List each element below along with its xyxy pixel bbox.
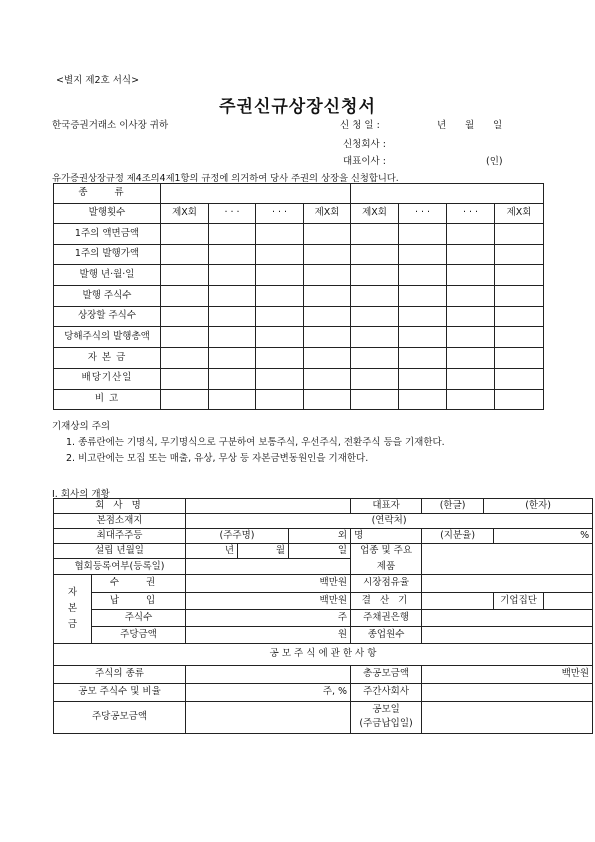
share-row-label: 1주의 발행가액: [54, 244, 161, 265]
share-value-cell[interactable]: [256, 306, 304, 327]
offer-price-field[interactable]: [186, 701, 351, 734]
share-value-cell[interactable]: [256, 327, 304, 348]
share-value-cell[interactable]: [256, 286, 304, 307]
share-value-cell[interactable]: [495, 368, 544, 389]
authorized-field[interactable]: 백만원: [186, 575, 351, 592]
share-row-label: 발행 년·월·일: [54, 265, 161, 286]
share-value-cell[interactable]: [304, 327, 351, 348]
main-bank-label: 주채권은행: [351, 609, 422, 626]
share-value-cell[interactable]: [495, 224, 544, 245]
rep-hanja-field[interactable]: (한자): [484, 499, 593, 514]
share-value-cell[interactable]: [495, 265, 544, 286]
employees-field[interactable]: [422, 627, 593, 644]
underwriter-label: 주간사회사: [351, 684, 422, 701]
seal-mark: (인): [486, 156, 503, 167]
association-label: 협회등록여부(등록일): [54, 559, 186, 575]
share-value-cell[interactable]: [209, 389, 256, 410]
application-statement: 유가증권상장규정 제4조의4제1항의 규정에 의거하여 당사 주권의 상장을 신청합니다.: [52, 173, 399, 184]
kind-cell[interactable]: [351, 184, 544, 204]
share-value-cell[interactable]: [256, 368, 304, 389]
round-dots: · · ·: [399, 204, 447, 224]
authorized-label: 수 권: [92, 575, 186, 592]
offer-shares-field[interactable]: 주, %: [186, 684, 351, 701]
offer-price-label: 주당공모금액: [54, 701, 186, 734]
offer-date-label-line1: 공모일: [372, 704, 400, 716]
market-share-field[interactable]: [422, 575, 593, 592]
share-value-cell[interactable]: [161, 327, 209, 348]
share-value-cell[interactable]: [351, 389, 399, 410]
business-field[interactable]: [422, 544, 593, 575]
market-share-label: 시장점유율: [351, 575, 422, 592]
share-issue-table: [53, 183, 544, 410]
share-value-cell[interactable]: [256, 265, 304, 286]
offer-date-field[interactable]: [422, 701, 593, 734]
share-value-cell[interactable]: [399, 327, 447, 348]
par-value-field[interactable]: 원: [186, 627, 351, 644]
round-first: 제X회: [351, 204, 399, 224]
share-value-cell[interactable]: [399, 265, 447, 286]
share-value-cell[interactable]: [351, 348, 399, 369]
share-value-cell[interactable]: [447, 286, 495, 307]
round-last: 제X회: [495, 204, 544, 224]
stock-type-field[interactable]: [186, 665, 351, 683]
persons-text: 명: [351, 529, 422, 544]
share-value-cell[interactable]: [351, 265, 399, 286]
offering-header: 공 모 주 식 에 관 한 사 항: [54, 644, 593, 666]
share-value-cell[interactable]: [256, 224, 304, 245]
share-value-cell[interactable]: [495, 286, 544, 307]
holder-name-field[interactable]: (주주명): [186, 529, 289, 544]
share-table-row: [54, 389, 544, 410]
share-value-cell[interactable]: [209, 368, 256, 389]
share-row-label: 상장할 주식수: [54, 306, 161, 327]
share-row-label: 1주의 액면금액: [54, 224, 161, 245]
round-dots: · · ·: [209, 204, 256, 224]
share-table-row: [54, 368, 544, 389]
share-row-label: 당해주식의 발행총액: [54, 327, 161, 348]
share-value-cell[interactable]: [447, 306, 495, 327]
share-value-cell[interactable]: [209, 244, 256, 265]
offer-date-label: [351, 701, 422, 734]
company-name-label: 회 사 명: [54, 499, 186, 514]
share-value-cell[interactable]: [399, 224, 447, 245]
share-table-row: [54, 265, 544, 286]
issue-round-label: 발행횟수: [54, 204, 161, 224]
company-section-title: Ⅰ. 회사의 개황: [52, 489, 110, 500]
total-offer-label: 총공모금액: [351, 665, 422, 683]
share-value-cell[interactable]: [304, 265, 351, 286]
share-value-cell[interactable]: [209, 265, 256, 286]
round-dots: · · ·: [447, 204, 495, 224]
share-table-row: [54, 306, 544, 327]
share-value-cell[interactable]: [209, 224, 256, 245]
page-title: 주권신규상장신청서: [219, 97, 376, 117]
share-value-cell[interactable]: [351, 286, 399, 307]
par-value-label: 주당금액: [92, 627, 186, 644]
share-value-cell[interactable]: [447, 265, 495, 286]
year-label: 년: [437, 120, 447, 131]
share-value-cell[interactable]: [351, 224, 399, 245]
share-row-label: 발행 주식수: [54, 286, 161, 307]
rep-label: 대표자: [351, 499, 422, 514]
share-value-cell[interactable]: [351, 306, 399, 327]
share-value-cell[interactable]: [351, 244, 399, 265]
est-day: 일: [289, 544, 351, 559]
share-value-cell[interactable]: [161, 306, 209, 327]
share-value-cell[interactable]: [209, 327, 256, 348]
share-value-cell[interactable]: [161, 348, 209, 369]
share-value-cell[interactable]: [447, 368, 495, 389]
capital-label-char: 금: [67, 619, 78, 631]
share-value-cell[interactable]: [304, 306, 351, 327]
kind-cell[interactable]: [161, 184, 351, 204]
share-value-cell[interactable]: [304, 286, 351, 307]
hq-label: 본점소재지: [54, 514, 186, 529]
rep-hangul-field[interactable]: (한글): [422, 499, 484, 514]
ceo-label: 대표이사 :: [343, 156, 386, 167]
share-value-cell[interactable]: [161, 368, 209, 389]
capital-label: [54, 575, 92, 644]
share-value-cell[interactable]: [399, 306, 447, 327]
share-row-label: 배당기산일: [54, 368, 161, 389]
business-label-line2: 제품: [376, 561, 396, 573]
paid-in-label: 납 입: [92, 592, 186, 609]
stake-field[interactable]: (지분율): [422, 529, 494, 544]
total-offer-field[interactable]: 백만원: [422, 665, 593, 683]
recipient-text: 한국증권거래소 이사장 귀하: [52, 120, 169, 131]
share-value-cell[interactable]: [447, 389, 495, 410]
group-label: 기업집단: [494, 592, 544, 609]
round-last: 제X회: [304, 204, 351, 224]
share-value-cell[interactable]: [304, 389, 351, 410]
share-value-cell[interactable]: [161, 286, 209, 307]
capital-label-char: 본: [67, 603, 78, 615]
share-value-cell[interactable]: [256, 244, 304, 265]
share-value-cell[interactable]: [447, 244, 495, 265]
share-value-cell[interactable]: [399, 286, 447, 307]
share-row-label: 비 고: [54, 389, 161, 410]
share-table-row: [54, 327, 544, 348]
share-value-cell[interactable]: [447, 224, 495, 245]
association-field[interactable]: [186, 559, 351, 575]
share-value-cell[interactable]: [399, 244, 447, 265]
share-value-cell[interactable]: [256, 348, 304, 369]
share-value-cell[interactable]: [447, 327, 495, 348]
share-value-cell[interactable]: [399, 389, 447, 410]
share-value-cell[interactable]: [161, 389, 209, 410]
business-label-line1: 업종 및 주요: [360, 544, 413, 556]
month-label: 월: [465, 120, 475, 131]
share-value-cell[interactable]: [161, 224, 209, 245]
share-value-cell[interactable]: [209, 306, 256, 327]
share-value-cell[interactable]: [304, 224, 351, 245]
share-value-cell[interactable]: [399, 348, 447, 369]
share-row-label: 자 본 금: [54, 348, 161, 369]
share-value-cell[interactable]: [495, 348, 544, 369]
business-label: [351, 544, 422, 575]
capital-label-char: 자: [67, 587, 78, 599]
stock-type-label: 주식의 종류: [54, 665, 186, 683]
share-value-cell[interactable]: [495, 389, 544, 410]
shares-label: 주식수: [92, 609, 186, 626]
fiscal-field[interactable]: [422, 592, 494, 609]
share-value-cell[interactable]: [447, 348, 495, 369]
share-value-cell[interactable]: [399, 368, 447, 389]
note-item: 2. 비고란에는 모집 또는 매출, 유상, 무상 등 자본금변동원인을 기재한다.: [66, 453, 369, 464]
underwriter-field[interactable]: [422, 684, 593, 701]
share-value-cell[interactable]: [495, 244, 544, 265]
company-label: 신청회사 :: [343, 139, 386, 150]
day-label: 일: [493, 120, 503, 131]
est-year: 년: [186, 544, 238, 559]
share-value-cell[interactable]: [161, 244, 209, 265]
est-date-label: 설립 년월일: [54, 544, 186, 559]
offer-date-label-line2: (주금납입일): [359, 717, 413, 729]
employees-label: 종업원수: [351, 627, 422, 644]
company-name-field[interactable]: [186, 499, 351, 514]
round-dots: · · ·: [256, 204, 304, 224]
share-value-cell[interactable]: [495, 306, 544, 327]
share-table-row: [54, 286, 544, 307]
shares-field[interactable]: 주: [186, 609, 351, 626]
share-value-cell[interactable]: [256, 389, 304, 410]
group-field[interactable]: [544, 592, 593, 609]
offer-shares-label: 공모 주식수 및 비율: [54, 684, 186, 701]
company-overview-table: [53, 498, 593, 734]
share-table-row: [54, 348, 544, 369]
share-value-cell[interactable]: [209, 286, 256, 307]
apply-date-label: 신 청 일 :: [340, 120, 380, 131]
hq-field[interactable]: (연락처): [186, 514, 593, 529]
main-bank-field[interactable]: [422, 609, 593, 626]
notes-heading: 기재상의 주의: [52, 421, 111, 432]
others-text: 외: [289, 529, 351, 544]
share-value-cell[interactable]: [351, 327, 399, 348]
est-month: 월: [238, 544, 289, 559]
share-value-cell[interactable]: [304, 368, 351, 389]
note-item: 1. 종류란에는 기명식, 무기명식으로 구분하여 보통주식, 우선주식, 전환주식 등을 기재한다.: [66, 437, 445, 448]
fiscal-label: 결 산 기: [351, 592, 422, 609]
form-number: <별지 제2호 서식>: [56, 75, 140, 86]
share-value-cell[interactable]: [209, 348, 256, 369]
share-table-row: [54, 244, 544, 265]
kind-label: 종 류: [54, 184, 161, 204]
share-value-cell[interactable]: [304, 348, 351, 369]
paid-in-field[interactable]: 백만원: [186, 592, 351, 609]
share-value-cell[interactable]: [495, 327, 544, 348]
percent-text: %: [494, 529, 593, 544]
share-table-row: [54, 224, 544, 245]
share-value-cell[interactable]: [351, 368, 399, 389]
share-value-cell[interactable]: [161, 265, 209, 286]
share-value-cell[interactable]: [304, 244, 351, 265]
round-first: 제X회: [161, 204, 209, 224]
major-holder-label: 최대주주등: [54, 529, 186, 544]
